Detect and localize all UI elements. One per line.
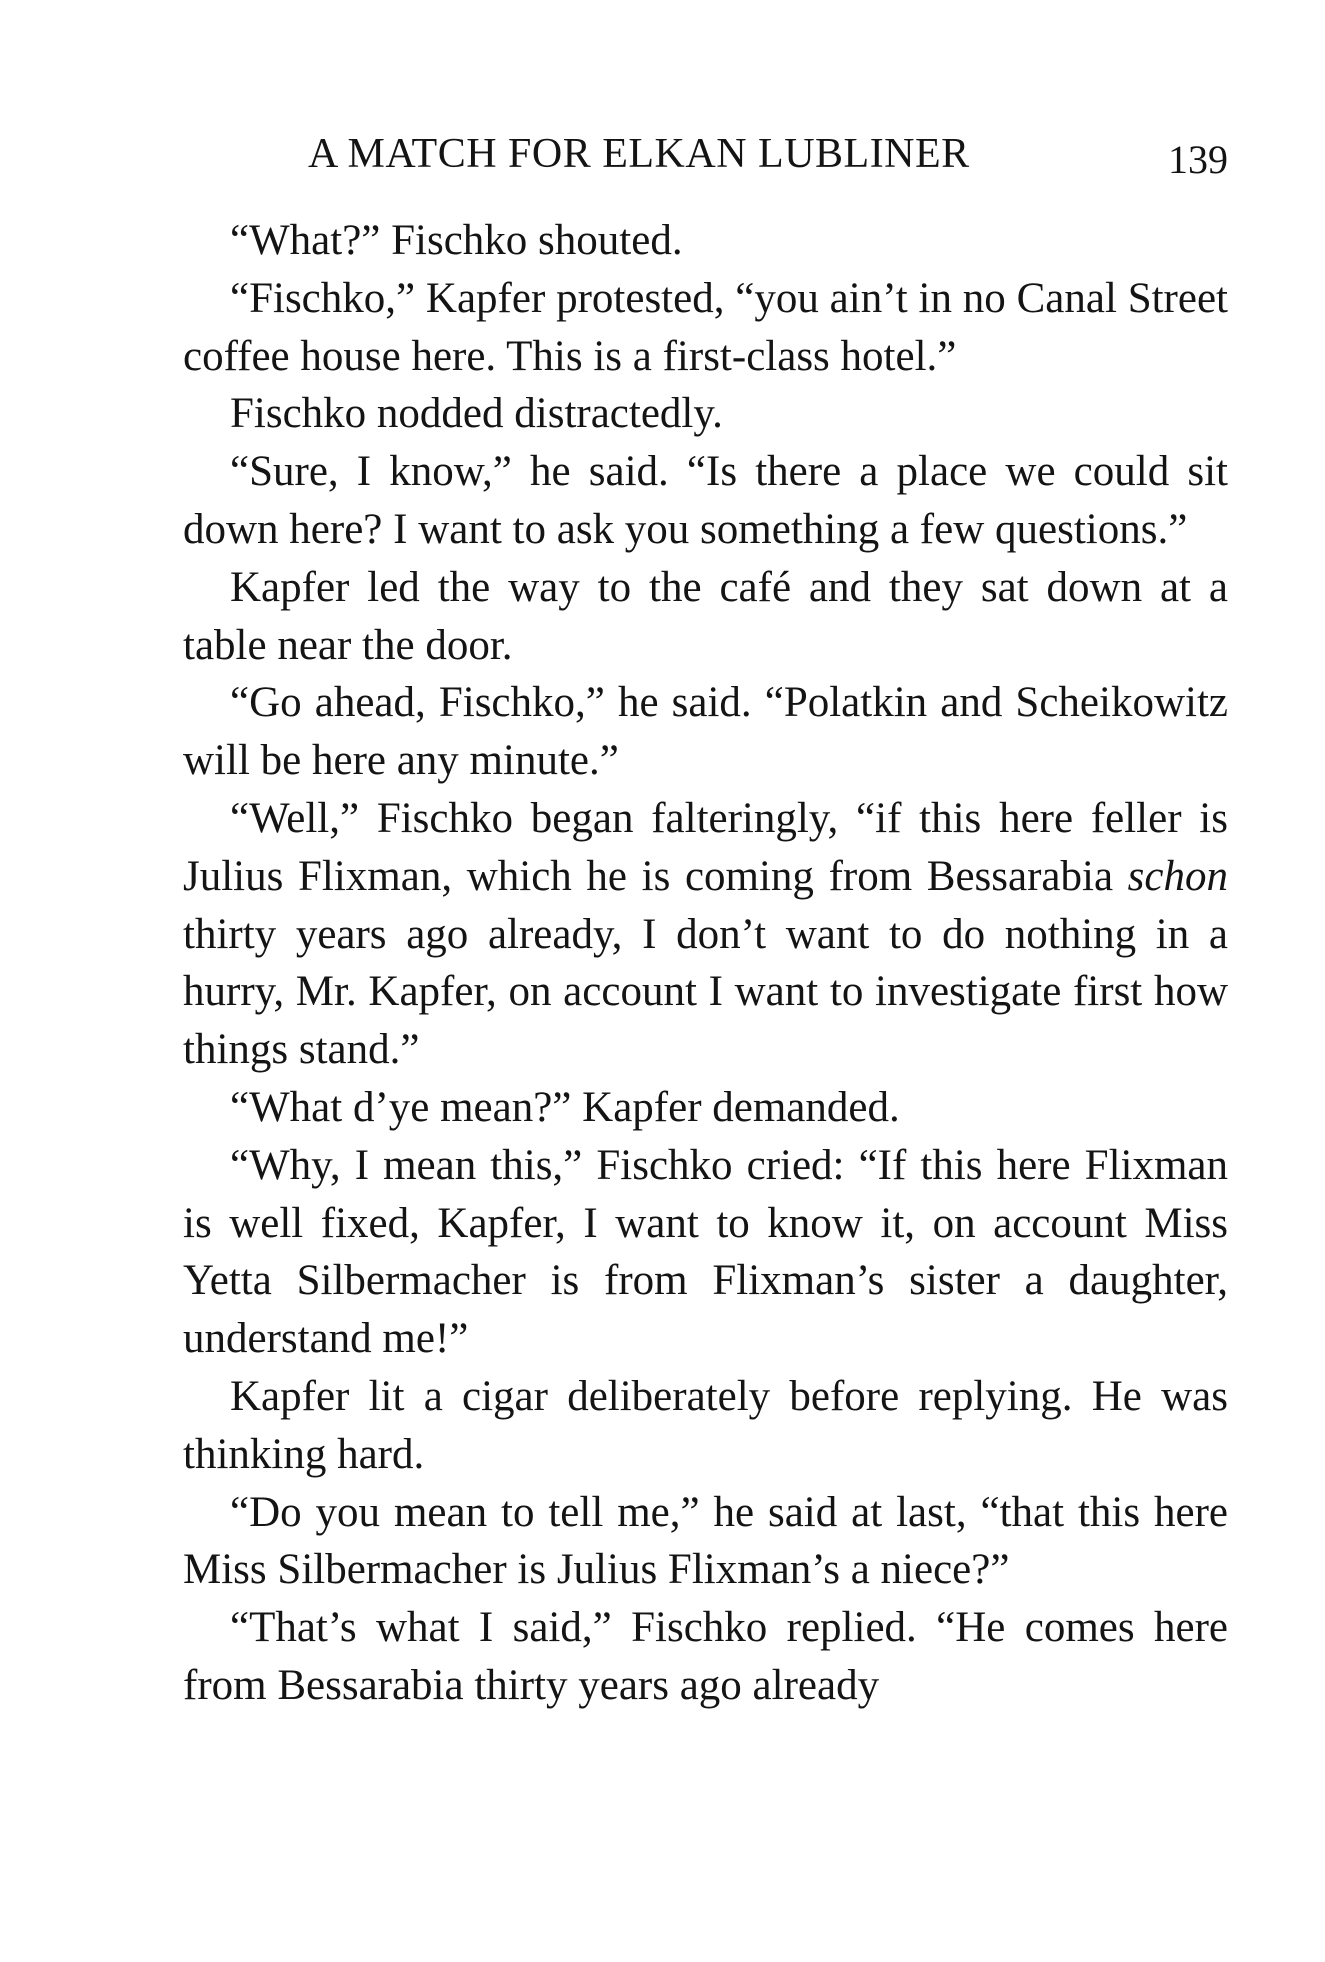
paragraph: Fischko nodded distractedly.	[230, 390, 723, 438]
paragraph: “Sure, I know,” he said. “Is there a place we could sit down here? I want to ask you something a few questions.”	[183, 448, 1228, 553]
paragraph: “Fischko,” Kapfer protested, “you ain’t in no Canal Street coffee house here. This is a first-class hotel.”	[183, 274, 1228, 380]
paragraph: Kapfer led the way to the café and they sat down at a table near the door.	[183, 563, 1228, 669]
paragraph: “Why, I mean this,” Fischko cried: “If this here Flixman is well fixed, Kapfer, I want to know it, on account Miss Yetta Silbermacher is from Flixman’s sister a daughter, understand me!”	[183, 1141, 1228, 1363]
running-head	[183, 130, 1228, 190]
paragraph: Kapfer lit a cigar deliberately before replying. He was thinking hard.	[183, 1372, 1228, 1478]
running-title: A MATCH FOR ELKAN LUBLINER	[308, 131, 970, 177]
paragraph: “Do you mean to tell me,” he said at last, “that this here Miss Silbermacher is Julius Flixman’s a niece?”	[183, 1488, 1228, 1594]
paragraph: “What d’ye mean?” Kapfer demanded.	[230, 1083, 900, 1131]
paragraph: “Go ahead, Fischko,” he said. “Polatkin and Scheikowitz will be here any minute.”	[183, 679, 1228, 785]
body-text	[183, 212, 1228, 1715]
paragraph-text: “Well,” Fischko began falteringly, “if this here feller is Julius Flixman, which he is coming from Bessarabia	[183, 794, 1228, 900]
page-number: 139	[1168, 137, 1228, 182]
italic-word: schon	[1127, 852, 1228, 900]
paragraph-text: thirty years ago already, I don’t want to do nothing in a hurry, Mr. Kapfer, on account I want to investigate first how things stand.”	[183, 910, 1228, 1074]
paragraph: “That’s what I said,” Fischko replied. “He comes here from Bessarabia thirty years ago already	[183, 1604, 1228, 1709]
paragraph	[183, 790, 1228, 1079]
paragraph: “What?” Fischko shouted.	[230, 217, 683, 264]
